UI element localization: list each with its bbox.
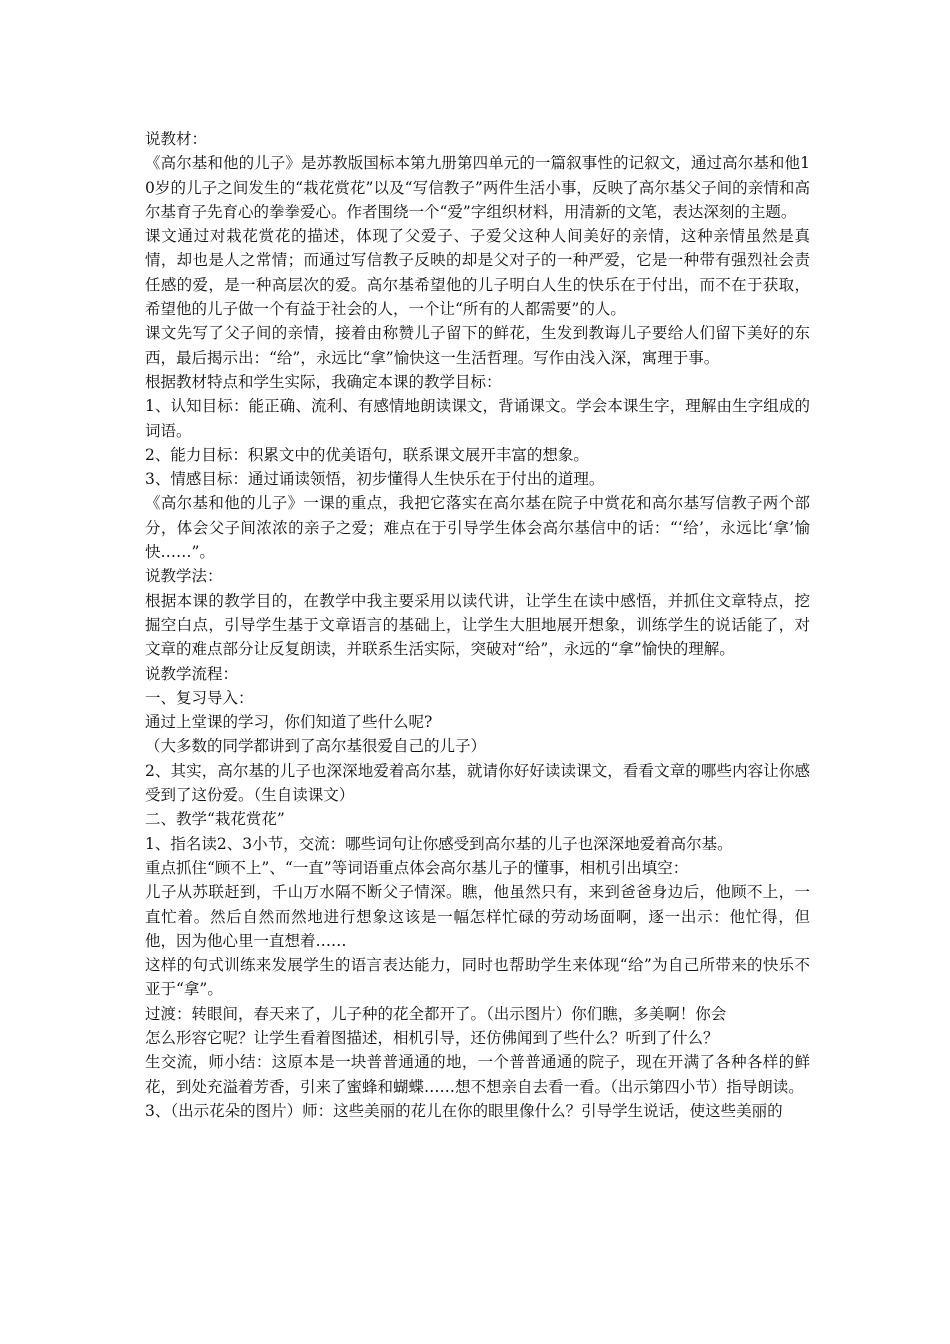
paragraph: （大多数的同学都讲到了高尔基很爱自己的儿子）	[145, 737, 487, 756]
paragraph: 根据教材特点和学生实际，我确定本课的教学目标：	[145, 372, 502, 391]
paragraph: 说教材：	[145, 130, 208, 148]
paragraph: 怎么形容它呢？让学生看着图描述，相机引导，还仿佛闻到了些什么？听到了什么？	[145, 1028, 719, 1047]
paragraph: 1、认知目标：能正确、流利、有感情地朗读课文，背诵课文。学会本课生字，理解由生字组成的词语。	[145, 397, 810, 440]
paragraph: 《高尔基和他的儿子》是苏教版国标本第九册第四单元的一篇叙事性的记叙文，通过高尔基和他10岁的儿子之间发生的“栽花赏花”以及“写信教子”两件生活小事，反映了高尔基父子间的亲情和高尔基育子先育心的拳拳爱心。作者围绕一个“爱”字组织材料，用清新的文笔，表达深刻的主题。	[145, 154, 810, 221]
paragraph: 一、复习导入：	[145, 688, 254, 707]
paragraph: 3、（出示花朵的图片）师：这些美丽的花儿在你的眼里像什么？引导学生说话，使这些美丽的	[145, 1101, 783, 1120]
paragraph: 课文先写了父子间的亲情，接着由称赞儿子留下的鲜花，生发到教诲儿子要给人们留下美好的东西，最后揭示出：“给”，永远比“拿”愉快这一生活哲理。写作由浅入深，寓理于事。	[145, 324, 810, 367]
paragraph: 说教学法：	[145, 567, 223, 586]
document-body	[145, 127, 810, 1123]
paragraph: 这样的句式训练来发展学生的语言表达能力，同时也帮助学生来体现“给”为自己所带来的快乐不亚于“拿”。	[145, 956, 810, 999]
paragraph: 3、情感目标：通过诵读领悟，初步懂得人生快乐在于付出的道理。	[145, 470, 605, 489]
paragraph: 说教学流程：	[145, 664, 239, 683]
paragraph: 通过上堂课的学习，你们知道了些什么呢?	[145, 713, 433, 732]
paragraph: 过渡：转眼间，春天来了，儿子种的花全都开了。（出示图片）你们瞧，多美啊！你会	[145, 1004, 727, 1023]
paragraph: 二、教学“栽花赏花”	[145, 810, 285, 829]
paragraph: 《高尔基和他的儿子》一课的重点，我把它落实在高尔基在院子中赏花和高尔基写信教子两个部分，体会父子间浓浓的亲子之爱；难点在于引导学生体会高尔基信中的话：“‘给’，永远比‘拿’愉快……”。	[145, 494, 810, 562]
paragraph: 2、能力目标：积累文中的优美语句，联系课文展开丰富的想象。	[145, 445, 589, 464]
paragraph: 2、其实，高尔基的儿子也深深地爱着高尔基，就请你好好读读课文，看看文章的哪些内容让你感受到了这份爱。（生自读课文）	[145, 761, 810, 805]
paragraph: 根据本课的教学目的，在教学中我主要采用以读代讲，让学生在读中感悟，并抓住文章特点，挖掘空白点，引导学生基于文章语言的基础上，让学生大胆地展开想象，训练学生的说话能了，对文章的难点部分让反复朗读，并联系生活实际，突破对“给”，永远的“拿”愉快的理解。	[145, 591, 810, 659]
paragraph: 生交流，师小结：这原本是一块普普通通的地，一个普普通通的院子，现在开满了各种各样的鲜花，到处充溢着芳香，引来了蜜蜂和蝴蝶……想不想亲自去看一看。（出示第四小节）指导朗读。	[145, 1053, 810, 1096]
paragraph: 1、指名读2、3小节，交流：哪些词句让你感受到高尔基的儿子也深深地爱着高尔基。	[145, 834, 733, 853]
paragraph: 课文通过对栽花赏花的描述，体现了父爱子、子爱父这种人间美好的亲情，这种亲情虽然是真情，却也是人之常情；而通过写信教子反映的却是父对子的一种严爱，它是一种带有强烈社会责任感的爱，是一种高层次的爱。高尔基希望他的儿子明白人生的快乐在于付出，而不在于获取，希望他的儿子做一个有益于社会的人，一个让“所有的人都需要”的人。	[145, 227, 810, 319]
paragraph: 儿子从苏联赶到，千山万水隔不断父子情深。瞧，他虽然只有，来到爸爸身边后，他顾不上，一直忙着。然后自然而然地进行想象这该是一幅怎样忙碌的劳动场面啊，逐一出示：他忙得，但他，因为他心里一直想着……	[145, 883, 810, 950]
paragraph: 重点抓住“顾不上”、“一直”等词语重点体会高尔基儿子的懂事，相机引出填空：	[145, 858, 689, 877]
